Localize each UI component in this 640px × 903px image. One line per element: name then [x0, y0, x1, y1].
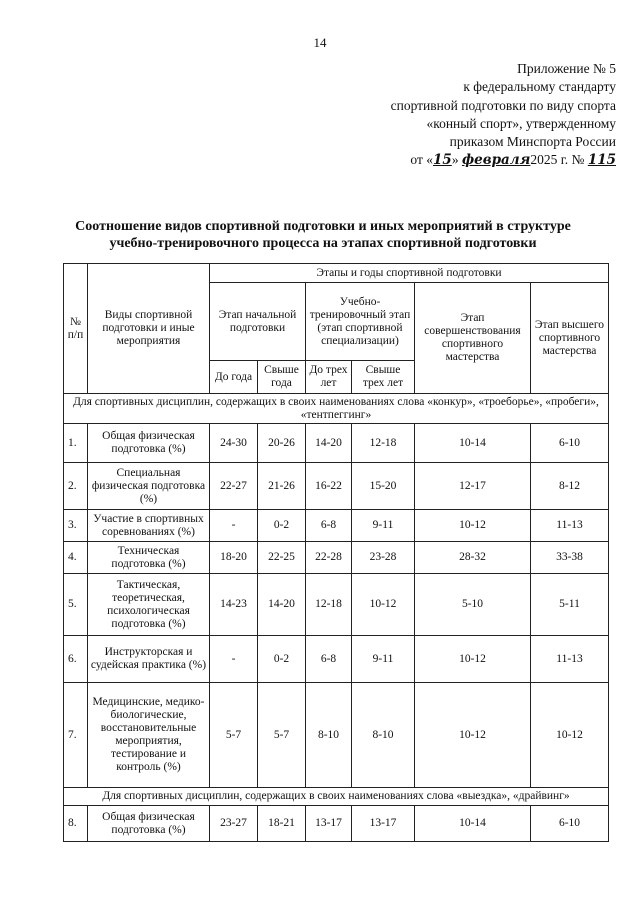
handwritten-day: 15: [433, 152, 452, 169]
row-value-cell: 13-17: [352, 806, 415, 842]
row-value-cell: 5-7: [258, 683, 306, 788]
header-over-three: Свыше трех лет: [352, 361, 415, 394]
row-value-cell: 8-10: [352, 683, 415, 788]
row-value-cell: 10-12: [415, 510, 531, 542]
row-kind-label: Тактическая, теоретическая, психологическая подготовка (%): [88, 574, 210, 636]
table-row: [64, 424, 609, 463]
row-value-cell: 6-10: [531, 424, 609, 463]
header-stage-highest: Этап высшего спортивного мастерства: [531, 283, 609, 394]
training-ratio-table: [63, 263, 609, 842]
row-value-cell: 6-8: [306, 510, 352, 542]
row-value-cell: 28-32: [415, 542, 531, 574]
section-row-1: Для спортивных дисциплин, содержащих в своих наименованиях слова «конкур», «троеборье», «пробеги», «тентпеггинг»: [64, 394, 609, 424]
row-value-cell: 0-2: [258, 510, 306, 542]
header-stage-improvement: Этап совершенствования спортивного мастерства: [415, 283, 531, 394]
row-value-cell: 12-18: [306, 574, 352, 636]
table-row: [64, 636, 609, 683]
row-value-cell: 11-13: [531, 636, 609, 683]
row-value-cell: 14-20: [258, 574, 306, 636]
row-value-cell: 5-11: [531, 574, 609, 636]
row-value-cell: 22-28: [306, 542, 352, 574]
title-line-1: Соотношение видов спортивной подготовки и иных мероприятий в структуре: [75, 219, 571, 234]
header-until-three: До трех лет: [306, 361, 352, 394]
row-value-cell: 6-8: [306, 636, 352, 683]
row-value-cell: 8-10: [306, 683, 352, 788]
row-value-cell: 18-20: [210, 542, 258, 574]
handwritten-month: февраля: [461, 152, 531, 169]
appendix-line-1: Приложение № 5: [517, 61, 616, 76]
row-number: 8.: [64, 806, 88, 842]
row-value-cell: 13-17: [306, 806, 352, 842]
row-value-cell: 12-18: [352, 424, 415, 463]
header-stage-training: Учебно-тренировочный этап (этап спортивной специализации): [306, 283, 415, 361]
row-value-cell: 10-12: [415, 636, 531, 683]
table-row: [64, 463, 609, 510]
row-value-cell: 23-28: [352, 542, 415, 574]
row-kind-label: Общая физическая подготовка (%): [88, 424, 210, 463]
row-value-cell: 14-23: [210, 574, 258, 636]
row-kind-label: Специальная физическая подготовка (%): [88, 463, 210, 510]
header-until-year: До года: [210, 361, 258, 394]
row-kind-label: Инструкторская и судейская практика (%): [88, 636, 210, 683]
row-value-cell: 15-20: [352, 463, 415, 510]
row-value-cell: 5-10: [415, 574, 531, 636]
page-number: 14: [313, 35, 327, 50]
year-text: 2025 г. №: [530, 152, 588, 168]
row-value-cell: 10-14: [415, 806, 531, 842]
date-prefix: от «: [410, 152, 434, 168]
order-date-line: [391, 151, 616, 169]
row-number: 4.: [64, 542, 88, 574]
appendix-line-3: спортивной подготовки по виду спорта: [390, 97, 616, 113]
row-value-cell: 10-12: [531, 683, 609, 788]
table-row: [64, 683, 609, 788]
row-value-cell: 10-12: [352, 574, 415, 636]
row-number: 5.: [64, 574, 88, 636]
appendix-line-5: приказом Минспорта России: [449, 134, 616, 150]
row-value-cell: 23-27: [210, 806, 258, 842]
header-stage-initial: Этап начальной подготовки: [210, 283, 306, 361]
appendix-line-4: «конный спорт», утвержденному: [426, 115, 616, 131]
date-mid: »: [451, 152, 462, 168]
header-kinds: Виды спортивной подготовки и иные мероприятия: [88, 264, 210, 394]
row-value-cell: 11-13: [531, 510, 609, 542]
row-number: 1.: [64, 424, 88, 463]
table-container: [63, 263, 609, 842]
row-value-cell: 6-10: [531, 806, 609, 842]
table-row: [64, 510, 609, 542]
row-value-cell: 10-14: [415, 424, 531, 463]
row-value-cell: 5-7: [210, 683, 258, 788]
document-title: [40, 218, 606, 252]
row-kind-label: Медицинские, медико-биологические, восстановительные мероприятия, тестирование и контроль (%): [88, 683, 210, 788]
row-value-cell: 9-11: [352, 636, 415, 683]
table-row: [64, 574, 609, 636]
handwritten-order-number: 115: [587, 152, 616, 169]
row-value-cell: 21-26: [258, 463, 306, 510]
row-value-cell: 9-11: [352, 510, 415, 542]
row-value-cell: -: [210, 510, 258, 542]
row-value-cell: 22-27: [210, 463, 258, 510]
row-value-cell: 16-22: [306, 463, 352, 510]
row-value-cell: 24-30: [210, 424, 258, 463]
row-value-cell: 33-38: [531, 542, 609, 574]
row-number: 2.: [64, 463, 88, 510]
row-number: 3.: [64, 510, 88, 542]
row-kind-label: Общая физическая подготовка (%): [88, 806, 210, 842]
header-num: № п/п: [64, 264, 88, 394]
row-value-cell: 8-12: [531, 463, 609, 510]
row-value-cell: 10-12: [415, 683, 531, 788]
appendix-block: [391, 60, 616, 170]
appendix-line-2: к федеральному стандарту: [463, 79, 616, 95]
row-number: 7.: [64, 683, 88, 788]
row-value-cell: 12-17: [415, 463, 531, 510]
row-kind-label: Участие в спортивных соревнованиях (%): [88, 510, 210, 542]
row-kind-label: Техническая подготовка (%): [88, 542, 210, 574]
section-row-2: Для спортивных дисциплин, содержащих в своих наименованиях слова «выездка», «драйвинг»: [64, 788, 609, 806]
table-row: [64, 542, 609, 574]
row-value-cell: 0-2: [258, 636, 306, 683]
header-over-year: Свыше года: [258, 361, 306, 394]
row-value-cell: -: [210, 636, 258, 683]
header-stages: Этапы и годы спортивной подготовки: [210, 264, 609, 283]
row-value-cell: 22-25: [258, 542, 306, 574]
row-value-cell: 14-20: [306, 424, 352, 463]
table-row: [64, 806, 609, 842]
title-line-2: учебно-тренировочного процесса на этапах спортивной подготовки: [109, 236, 537, 251]
row-value-cell: 20-26: [258, 424, 306, 463]
row-number: 6.: [64, 636, 88, 683]
row-value-cell: 18-21: [258, 806, 306, 842]
